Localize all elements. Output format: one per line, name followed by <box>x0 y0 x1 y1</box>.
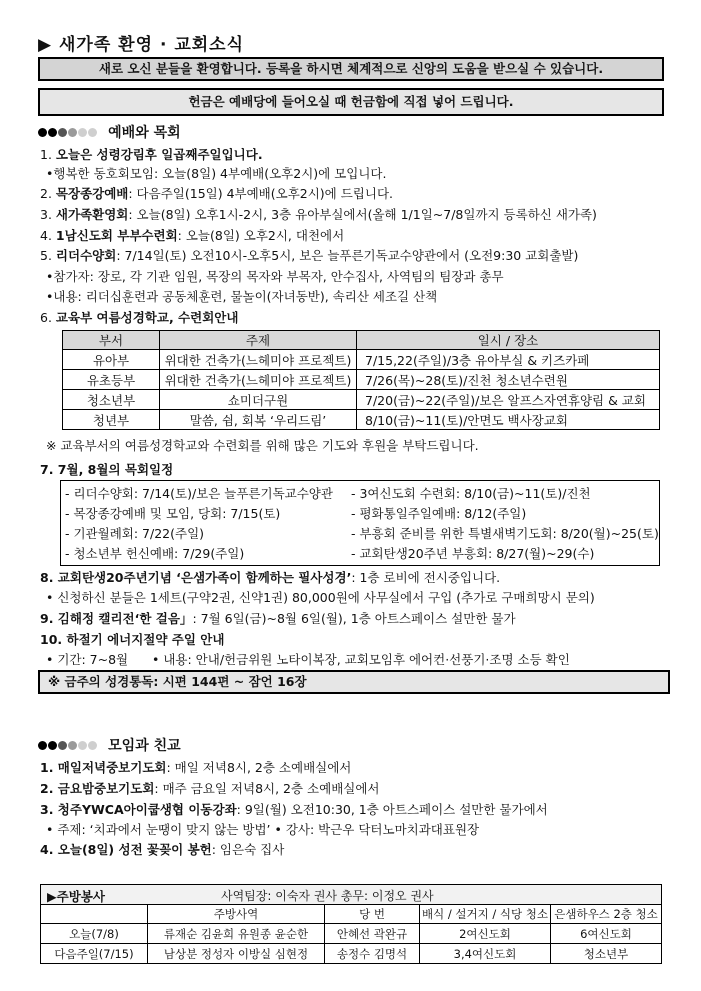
welcome-notice: 새로 오신 분들을 환영합니다. 등록을 하시면 체계적으로 신앙의 도움을 받으실 수 있습니다. <box>38 57 664 81</box>
worship-item-10-sub1: • 기간: 7~8월 <box>46 652 129 667</box>
edu-table: 부서 주제 일시 / 장소 유아부 위대한 건축가(느헤미야 프로젝트) 7/15,22(주일)/3층 유아부실 & 키즈카페 유초등부 위대한 건축가(느헤미야 프로젝트) 7/26(목)~28(토)/진천 청소년수련원 청소년부 쇼미더구원 7/20(금)~22(주일)/보은 알프스자연휴양림 & 교회 청년부 말씀, 쉼, 회복 ‘우리드림’ 8/10(금)~11(토)/안면도 백사장교회 <box>62 330 660 430</box>
worship-item-5: 5. 리더수양회: 7/14일(토) 오전10시-오후5시, 보은 늘푸른기독교수양관에서 (오전9:30 교회출발) <box>40 248 579 263</box>
worship-item-4: 4. 1남신도회 부부수련회: 오늘(8일) 오후2시, 대천에서 <box>40 228 345 243</box>
offering-notice: 헌금은 예배당에 들어오실 때 헌금함에 직접 넣어 드립니다. <box>38 88 664 116</box>
bible-reading-box: ※ 금주의 성경통독: 시편 144편 ~ 잠언 16장 <box>38 670 670 694</box>
meetings-heading <box>38 735 181 755</box>
table-row: 오늘(7/8) 류재순 김윤희 유원종 윤순한 안혜선 곽완규 2여신도회 6여신도회 <box>41 924 662 944</box>
worship-item-5-sub2: •내용: 리더십훈련과 공동체훈련, 물놀이(자녀동반), 속리산 세조길 산책 <box>46 289 438 304</box>
table-row: 청년부 말씀, 쉼, 회복 ‘우리드림’ 8/10(금)~11(토)/안면도 백사장교회 <box>63 410 660 430</box>
worship-item-1: 1. 오늘은 성령강림후 일곱째주일입니다. <box>40 147 263 162</box>
dots-icon <box>38 126 98 141</box>
worship-item-1-sub: •행복한 동호회모임: 오늘(8일) 4부예배(오후2시)에 모입니다. <box>46 166 387 181</box>
schedule-item: - 기관월례회: 7/22(주일) <box>65 526 205 541</box>
meeting-item: 2. 금요밤중보기도회: 매주 금요일 저녁8시, 2층 소예배실에서 <box>40 781 380 796</box>
schedule-item: - 평화통일주일예배: 8/12(주일) <box>351 506 527 521</box>
schedule-item: - 청소년부 헌신예배: 7/29(주일) <box>65 546 245 561</box>
worship-item-10: 10. 하절기 에너지절약 주일 안내 <box>40 632 225 647</box>
meeting-item: 4. 오늘(8일) 성전 꽃꽂이 봉헌: 임은숙 집사 <box>40 842 285 857</box>
schedule-box <box>60 480 660 566</box>
kitchen-header <box>40 884 662 905</box>
schedule-item: - 3여신도회 수련회: 8/10(금)~11(토)/진천 <box>351 486 591 501</box>
worship-heading <box>38 122 181 142</box>
schedule-item: - 부흥회 준비를 위한 특별새벽기도회: 8/20(월)~25(토) <box>351 526 659 541</box>
edu-table-note: ※ 교육부서의 여름성경학교와 수련회를 위해 많은 기도와 후원을 부탁드립니다. <box>46 438 479 453</box>
meeting-item: 3. 청주YWCA아이쿱생협 이동강좌: 9일(월) 오전10:30, 1층 아트스페이스 설만한 물가에서 <box>40 802 548 817</box>
kitchen-title: ▶주방봉사 <box>47 889 105 904</box>
worship-item-7: 7. 7월, 8월의 목회일정 <box>40 462 174 477</box>
table-row: 유아부 위대한 건축가(느헤미야 프로젝트) 7/15,22(주일)/3층 유아부실 & 키즈카페 <box>63 350 660 370</box>
worship-item-6: 6. 교육부 여름성경학교, 수련회안내 <box>40 310 239 325</box>
table-row: 유초등부 위대한 건축가(느헤미야 프로젝트) 7/26(목)~28(토)/진천 청소년수련원 <box>63 370 660 390</box>
table-row: 다음주일(7/15) 남상분 정성자 이방실 심현정 송정수 김명석 3,4여신도회 청소년부 <box>41 944 662 964</box>
schedule-item: - 리더수양회: 7/14(토)/보은 늘푸른기독교수양관 <box>65 486 333 501</box>
worship-heading-label: 예배와 목회 <box>108 125 181 141</box>
dots-icon <box>38 739 98 754</box>
worship-item-8-sub: • 신청하신 분들은 1세트(구약2권, 신약1권) 80,000원에 사무실에서 구입 (추가로 구매희망시 문의) <box>46 590 595 605</box>
meetings-heading-label: 모임과 친교 <box>108 738 181 754</box>
page-title: ▶ 새가족 환영 · 교회소식 <box>38 35 245 55</box>
worship-item-2: 2. 목장종강예배: 다음주일(15일) 4부예배(오후2시)에 드립니다. <box>40 186 393 201</box>
worship-item-10-sub2: • 내용: 안내/헌금위원 노타이복장, 교회모임후 에어컨·선풍기·조명 소등 확인 <box>152 652 570 667</box>
schedule-item: - 교회탄생20주년 부흥회: 8/27(월)~29(수) <box>351 546 595 561</box>
table-row: 청소년부 쇼미더구원 7/20(금)~22(주일)/보은 알프스자연휴양림 & 교회 <box>63 390 660 410</box>
kitchen-leaders: 사역팀장: 이숙자 권사 총무: 이정오 권사 <box>221 889 434 903</box>
kitchen-table: 주방사역 당 번 배식 / 설거지 / 식당 청소 은샘하우스 2층 청소 오늘(7/8) 류재순 김윤희 유원종 윤순한 안혜선 곽완규 2여신도회 6여신도회 다음주일(7/15) 남상분 정성자 이방실 심현정 송정수 김명석 3,4여신도회 청소년부 <box>40 904 662 964</box>
worship-item-9: 9. 김해정 캘리전‘한 걸음」: 7월 6일(금)~8월 6일(월), 1층 아트스페이스 설만한 물가 <box>40 611 516 626</box>
schedule-item: - 목장종강예배 및 모임, 당회: 7/15(토) <box>65 506 281 521</box>
worship-item-3: 3. 새가족환영회: 오늘(8일) 오후1시-2시, 3층 유아부실에서(올해 1/1일~7/8일까지 등록하신 새가족) <box>40 207 597 222</box>
worship-item-8: 8. 교회탄생20주년기념 ‘은샘가족이 함께하는 필사성경’: 1층 로비에 전시중입니다. <box>40 570 501 585</box>
meeting-item-sub: • 주제: ‘치과에서 눈땡이 맞지 않는 방법’ • 강사: 박근우 닥터노마치과대표원장 <box>46 822 480 837</box>
worship-item-5-sub1: •참가자: 장로, 각 기관 임원, 목장의 목자와 부목자, 안수집사, 사역팀의 팀장과 총무 <box>46 269 504 284</box>
meeting-item: 1. 매일저녁중보기도회: 매일 저녁8시, 2층 소예배실에서 <box>40 760 352 775</box>
